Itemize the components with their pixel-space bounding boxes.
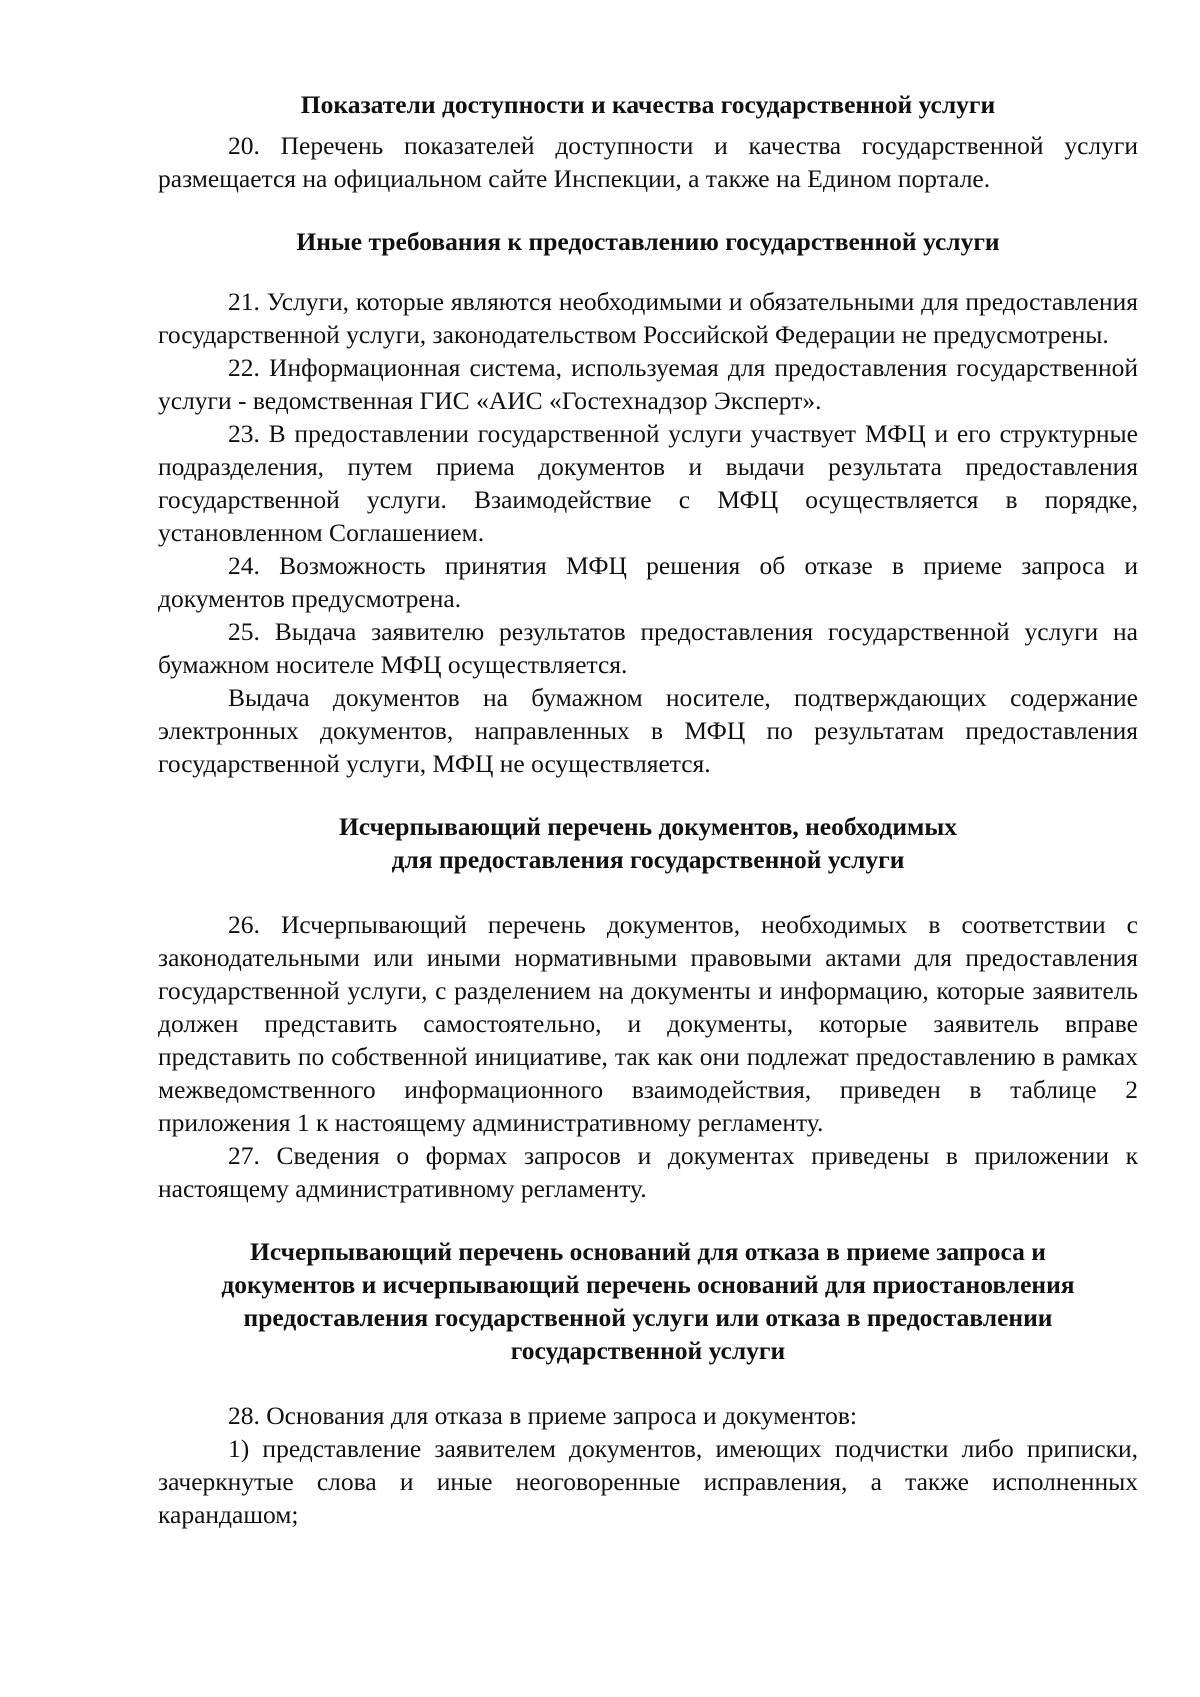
heading-line: Исчерпывающий перечень оснований для отказа в приеме запроса и — [250, 1237, 1046, 1266]
section-heading-other-requirements: Иные требования к предоставлению государственной услуги — [296, 227, 1000, 256]
paragraph-26: 26. Исчерпывающий перечень документов, необходимых в соответствии с законодательными или иными нормативными правовыми актами для предоставления государственной услуги, с разделением на документы и информацию, которые заявитель должен представить самостоятельно, и документы, которые заявитель вправе представить по собственной инициативе, так как они подлежат предоставлению в рамках межведомственного информационного взаимодействия, приведен в таблице 2 приложения 1 к настоящему административному регламенту. — [158, 910, 1138, 1137]
paragraph-28: 28. Основания для отказа в приеме запроса и документов: — [228, 1401, 857, 1430]
section-heading-refusal-grounds — [158, 1235, 1138, 1367]
paragraph-28-item-1: 1) представление заявителем документов, имеющих подчистки либо приписки, зачеркнутые слова и иные неоговоренные исправления, а также исполненных карандашом; — [158, 1434, 1138, 1529]
document-page — [158, 88, 1138, 1531]
heading-line: предоставления государственной услуги или отказа в предоставлении — [243, 1303, 1053, 1332]
paragraph-25-continued: Выдача документов на бумажном носителе, подтверждающих содержание электронных документов, направленных в МФЦ по результатам предоставления государственной услуги, МФЦ не осуществляется. — [158, 683, 1138, 778]
heading-line: государственной услуги — [510, 1336, 786, 1365]
section-heading-availability: Показатели доступности и качества государственной услуги — [300, 90, 996, 119]
paragraph-24: 24. Возможность принятия МФЦ решения об отказе в приеме запроса и документов предусмотрена. — [158, 551, 1138, 613]
heading-line: Исчерпывающий перечень документов, необходимых — [338, 812, 958, 841]
paragraph-20: 20. Перечень показателей доступности и качества государственной услуги размещается на официальном сайте Инспекции, а также на Едином портале. — [158, 131, 1138, 193]
paragraph-21: 21. Услуги, которые являются необходимыми и обязательными для предоставления государственной услуги, законодательством Российской Федерации не предусмотрены. — [158, 287, 1138, 349]
paragraph-22: 22. Информационная система, используемая для предоставления государственной услуги - ведомственная ГИС «АИС «Гостехнадзор Эксперт». — [158, 353, 1138, 415]
section-heading-documents-list — [158, 810, 1138, 876]
heading-line: для предоставления государственной услуги — [391, 845, 905, 874]
paragraph-25: 25. Выдача заявителю результатов предоставления государственной услуги на бумажном носителе МФЦ осуществляется. — [158, 617, 1138, 679]
heading-line: документов и исчерпывающий перечень оснований для приостановления — [221, 1270, 1075, 1299]
paragraph-27: 27. Сведения о формах запросов и документах приведены в приложении к настоящему административному регламенту. — [158, 1141, 1138, 1203]
paragraph-23: 23. В предоставлении государственной услуги участвует МФЦ и его структурные подразделения, путем приема документов и выдачи результата предоставления государственной услуги. Взаимодействие с МФЦ осуществляется в порядке, установленном Соглашением. — [158, 419, 1138, 547]
